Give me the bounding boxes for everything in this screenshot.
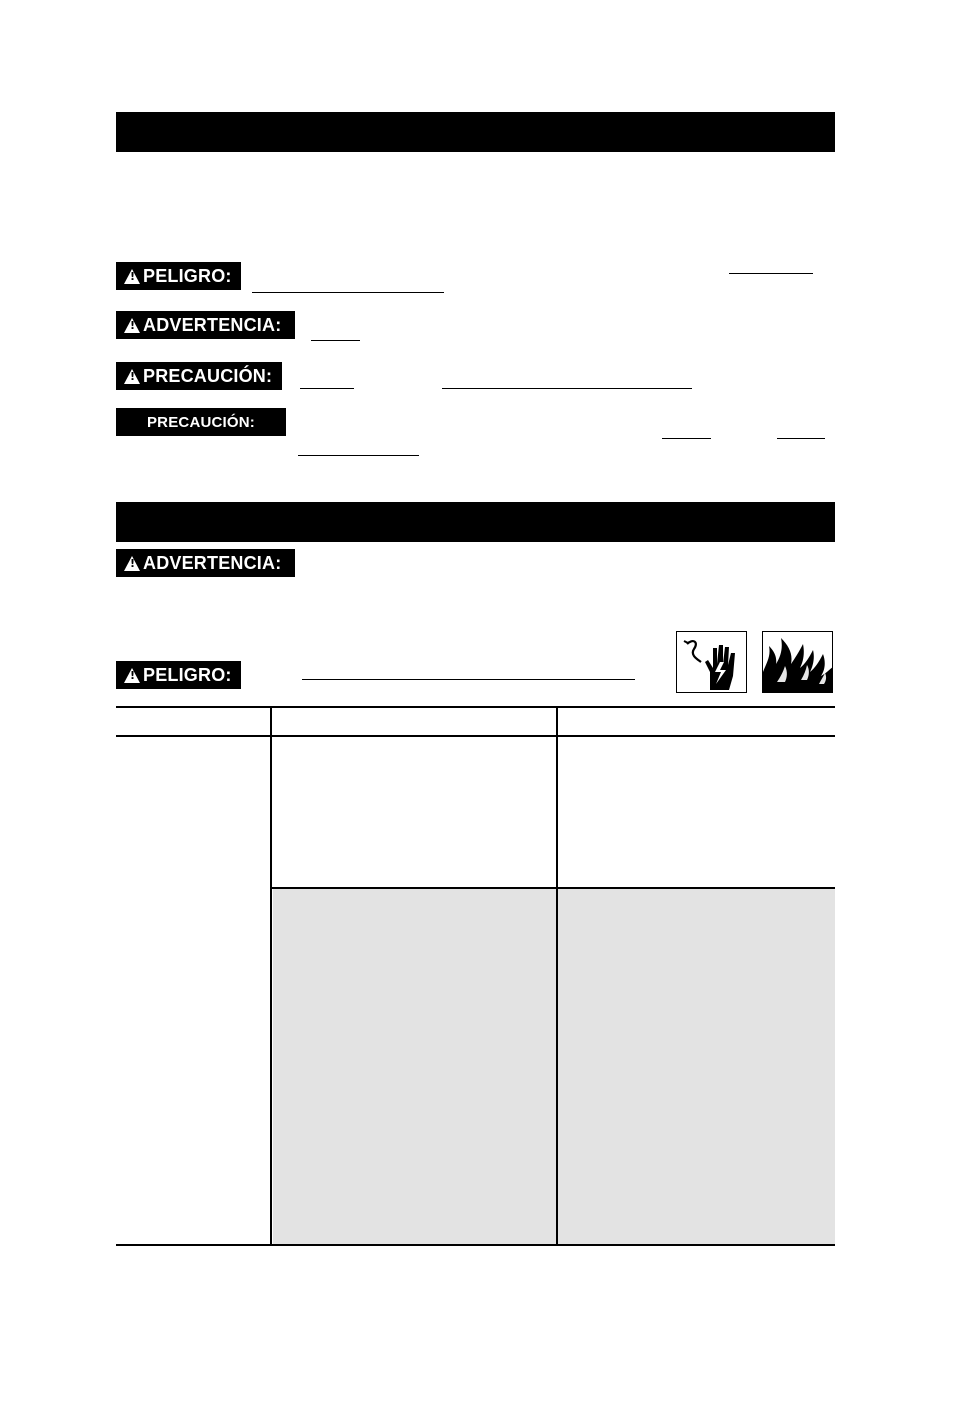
advertencia-text-2: ADVERTENCIA:	[143, 552, 282, 573]
fire-flames-icon	[762, 631, 833, 693]
underline	[729, 273, 813, 274]
peligro-label-2	[116, 661, 241, 689]
table-bottom-rule	[116, 1244, 835, 1246]
warning-triangle-icon	[124, 369, 140, 384]
precaucion-label	[116, 362, 282, 390]
table-column-divider-2	[556, 706, 558, 1245]
advertencia-label-2	[116, 549, 295, 577]
precaucion-plain-text: PRECAUCIÓN:	[146, 413, 256, 431]
table-shaded-region	[273, 889, 835, 1244]
underline	[311, 340, 360, 341]
table-row-divider	[271, 887, 835, 889]
section-header-bar-1	[116, 112, 835, 152]
precaucion-plain-label	[116, 408, 286, 436]
table-header-rule	[116, 735, 835, 737]
warning-triangle-icon	[124, 556, 140, 571]
electric-shock-hand-icon	[676, 631, 747, 693]
precaucion-text: PRECAUCIÓN:	[143, 365, 273, 386]
warning-triangle-icon	[124, 269, 140, 284]
peligro-text: PELIGRO:	[143, 265, 232, 286]
underline	[252, 292, 444, 293]
underline	[302, 679, 635, 680]
peligro-text-2: PELIGRO:	[143, 664, 232, 685]
underline	[777, 438, 825, 439]
table-top-rule	[116, 706, 835, 708]
underline	[662, 438, 711, 439]
underline	[298, 455, 419, 456]
section-header-bar-2	[116, 502, 835, 542]
underline	[300, 388, 354, 389]
warning-triangle-icon	[124, 668, 140, 683]
underline	[442, 388, 692, 389]
table-column-divider-1	[270, 706, 272, 1245]
advertencia-text: ADVERTENCIA:	[143, 314, 282, 335]
warning-triangle-icon	[124, 318, 140, 333]
peligro-label	[116, 262, 241, 290]
advertencia-label	[116, 311, 295, 339]
